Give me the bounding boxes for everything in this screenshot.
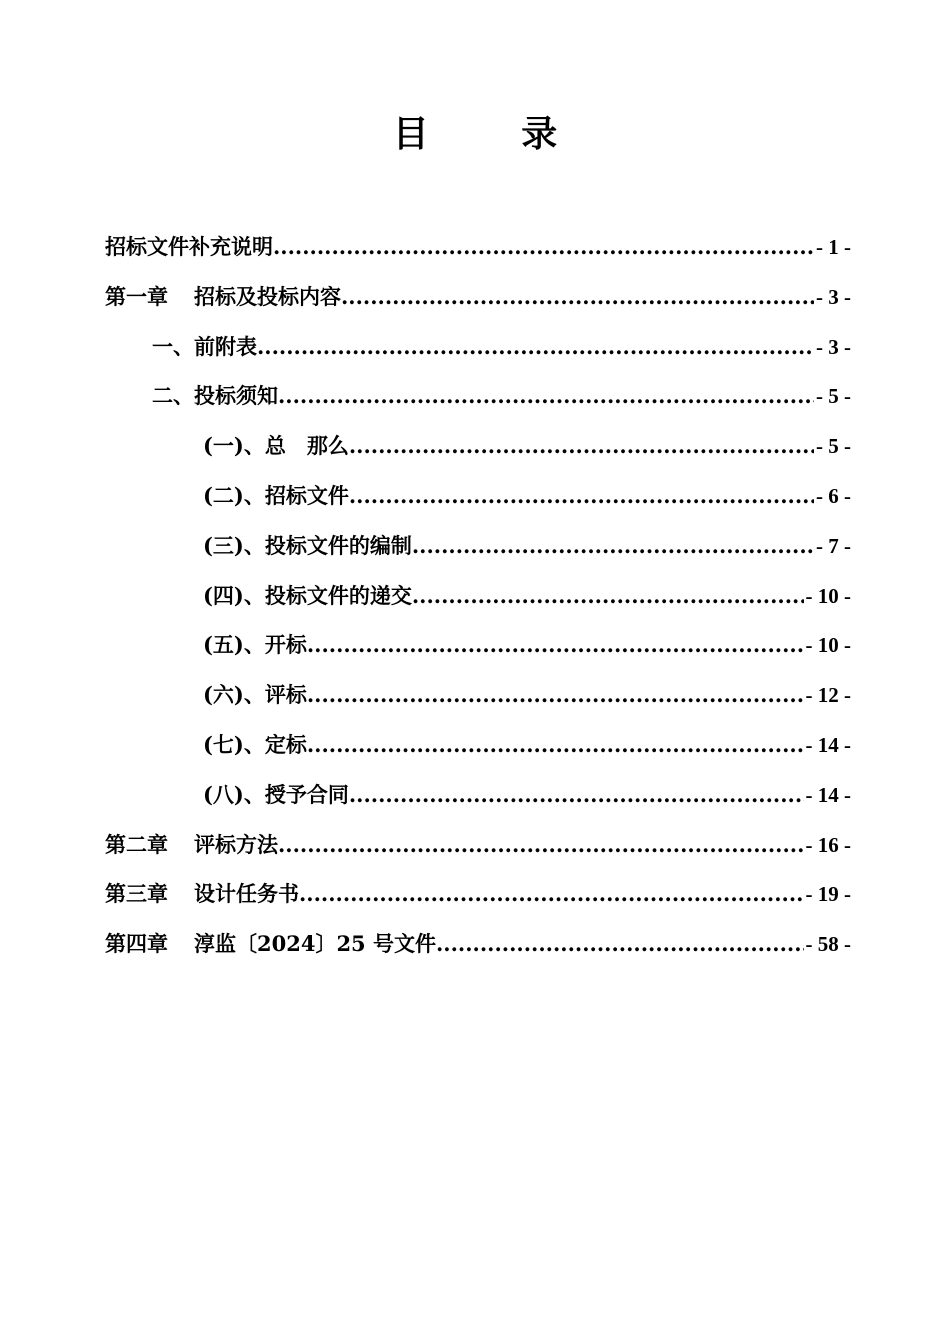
toc-entry-text: (五)、开标 xyxy=(203,632,307,658)
toc-entry-text: 一、前附表 xyxy=(152,333,257,359)
toc-page-number: - 3 - xyxy=(816,284,851,309)
toc-entry[interactable] xyxy=(105,521,851,571)
toc-entry[interactable] xyxy=(105,471,851,521)
toc-leader-dots xyxy=(307,670,804,720)
toc-entry-label xyxy=(203,571,412,621)
toc-page-number: - 19 - xyxy=(805,882,851,907)
toc-page-number: - 10 - xyxy=(805,633,851,658)
toc-page-number: - 12 - xyxy=(805,683,851,708)
toc-page-number: - 1 - xyxy=(816,235,851,259)
toc-entry-label xyxy=(203,720,307,770)
toc-entry[interactable] xyxy=(105,371,851,421)
toc-entry-label xyxy=(203,670,307,720)
toc-leader-dots xyxy=(257,322,814,372)
toc-entry[interactable] xyxy=(105,421,851,471)
toc-leader-dots xyxy=(307,720,804,770)
toc-entry-text: (三)、投标文件的编制 xyxy=(203,532,412,558)
toc-entry-label xyxy=(105,820,278,870)
toc-page-number: - 5 - xyxy=(816,384,851,409)
toc-entry-label xyxy=(203,421,349,471)
toc-entry-text: 评标方法 xyxy=(194,831,278,857)
toc-leader-dots xyxy=(349,770,804,820)
toc-entry[interactable] xyxy=(105,919,851,969)
toc-entry-text: (六)、评标 xyxy=(203,682,307,708)
toc-leader-dots xyxy=(412,521,814,571)
toc-entry[interactable] xyxy=(105,272,851,322)
toc-entry[interactable] xyxy=(105,720,851,770)
toc-chapter-prefix: 第一章 xyxy=(105,283,168,309)
toc-page-number: - 14 - xyxy=(805,782,851,807)
toc-entry-text: 招标及投标内容 xyxy=(194,283,341,309)
toc-entry-label xyxy=(203,471,349,521)
toc-entry-label xyxy=(105,869,299,919)
toc-leader-dots xyxy=(278,820,804,870)
toc-entry[interactable] xyxy=(105,820,851,870)
toc-page-number: - 6 - xyxy=(816,483,851,508)
toc-entry[interactable] xyxy=(105,869,851,919)
toc-leader-dots xyxy=(349,421,814,471)
toc-entry[interactable] xyxy=(105,222,851,272)
toc-entry-label xyxy=(152,322,257,372)
toc-entry-text: 淳监〔2024〕25 号文件 xyxy=(194,931,436,957)
toc-entry-text: 设计任务书 xyxy=(194,881,299,907)
toc-entry[interactable] xyxy=(105,620,851,670)
toc-leader-dots xyxy=(412,571,804,621)
toc-page-number: - 58 - xyxy=(805,932,851,957)
toc-entry-text: (四)、投标文件的递交 xyxy=(203,582,412,608)
toc-leader-dots xyxy=(341,272,814,322)
toc-entry[interactable] xyxy=(105,670,851,720)
toc-entry-label xyxy=(203,620,307,670)
toc-page-number: - 10 - xyxy=(805,583,851,608)
toc-page-number: - 5 - xyxy=(816,434,851,459)
toc-entry-text: (二)、招标文件 xyxy=(203,482,349,508)
toc-list xyxy=(105,222,851,969)
toc-title: 目 录 xyxy=(392,113,598,155)
toc-entry[interactable] xyxy=(105,770,851,820)
toc-leader-dots xyxy=(307,620,804,670)
toc-chapter-prefix: 第四章 xyxy=(105,931,168,957)
toc-entry-label xyxy=(105,919,436,969)
toc-entry-label xyxy=(105,222,273,272)
toc-leader-dots xyxy=(299,869,804,919)
toc-page-number: - 7 - xyxy=(816,533,851,558)
toc-leader-dots xyxy=(278,371,814,421)
toc-page-number: - 3 - xyxy=(816,334,851,359)
toc-entry-label xyxy=(203,521,412,571)
toc-entry-text: (七)、定标 xyxy=(203,731,307,757)
toc-page-number: - 14 - xyxy=(805,732,851,757)
toc-leader-dots xyxy=(349,471,814,521)
toc-leader-dots xyxy=(273,222,814,272)
toc-chapter-prefix: 第二章 xyxy=(105,831,168,857)
toc-entry-text: (一)、总 那么 xyxy=(203,433,349,459)
toc-entry[interactable] xyxy=(105,571,851,621)
toc-leader-dots xyxy=(436,919,804,969)
toc-chapter-prefix: 第三章 xyxy=(105,881,168,907)
toc-entry-label xyxy=(105,272,341,322)
toc-entry-text: 招标文件补充说明 xyxy=(105,234,273,259)
toc-entry-label xyxy=(152,371,278,421)
toc-entry-text: 二、投标须知 xyxy=(152,383,278,409)
toc-page-number: - 16 - xyxy=(805,832,851,857)
toc-entry-label xyxy=(203,770,349,820)
toc-entry[interactable] xyxy=(105,322,851,372)
toc-entry-text: (八)、授予合同 xyxy=(203,781,349,807)
